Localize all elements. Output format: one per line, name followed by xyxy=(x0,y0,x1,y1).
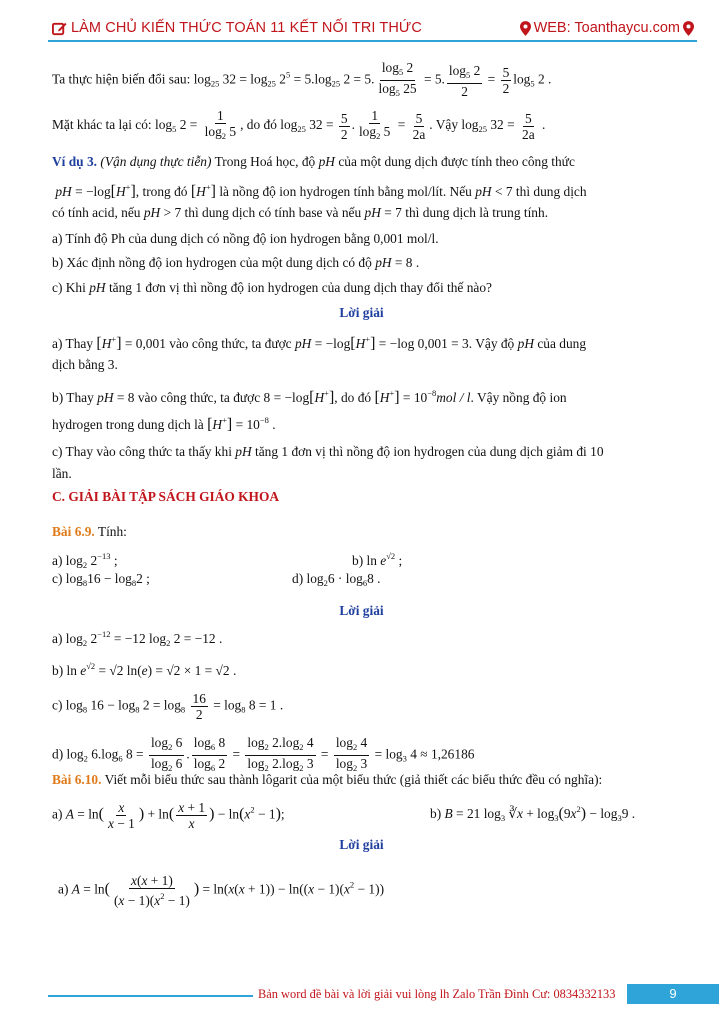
exercise-6-9-ab: a) $\log_2 2^{-13}$ ; b) $\ln e^{√2}$ ; xyxy=(52,551,403,570)
question-b: b) Xác định nồng độ ion hydrogen của một dung dịch có độ pH = 8 . xyxy=(52,255,420,270)
map-pin-icon xyxy=(520,21,531,36)
transform-line: Ta thực hiện biến đổi sau: $\log_{25} 32 = \log_{25} 2^5 = 5.\log_{25}$ 2 = 5. $\frac{\log_5 2}{\log_5 25}$ = 5. $\frac{\log_5 2}{2}$ = $\frac{5}{2}$ $\log_5 2$ . xyxy=(52,60,552,99)
example3-line2: pH = −log[H+], trong đó [H+] là nồng độ ion hydrogen tính bằng mol/lít. Nếu pH < 7 thì dung dịch xyxy=(55,182,587,200)
header-title: LÀM CHỦ KIẾN THỨC TOÁN 11 KẾT NỐI TRI THỨC xyxy=(71,20,422,36)
page-number: 9 xyxy=(627,984,719,1004)
footer-contact: Bản word đề bài và lời giải vui lòng lh Zalo Trần Đình Cư: 0834332133 xyxy=(258,987,616,1001)
header-website[interactable]: WEB: Toanthaycu.com xyxy=(533,20,680,36)
map-pin-icon xyxy=(683,21,694,36)
footer-rule xyxy=(48,995,253,997)
header-rule xyxy=(48,40,697,42)
answer-6-9-a: a) $\log_2 2^{-12} = -12$ $\log_2 2 = -12$ . xyxy=(52,629,223,648)
example3-line3: có tính acid, nếu pH > 7 thì dung dịch có tính base và nếu pH = 7 thì dung dịch là trung tính. xyxy=(52,205,549,220)
solution-a-line2: dịch bằng 3. xyxy=(52,357,118,372)
solution-b-line2: hydrogen trong dung dịch là $[H^+] = 10^{-8}$ . xyxy=(52,415,276,433)
exercise-6-10: Bài 6.10. Viết mỗi biểu thức sau thành lôgarit của một biểu thức (giả thiết các biểu thức đều có nghĩa): xyxy=(52,772,603,787)
header-right xyxy=(517,20,697,36)
solution-a-line1: a) Thay [H+] = 0,001 vào công thức, ta được pH = −log[H+] = −log 0,001 = 3. Vậy độ pH của dung xyxy=(52,334,587,352)
solution-heading: Lời giải xyxy=(339,305,384,320)
section-c-heading: C. GIẢI BÀI TẬP SÁCH GIÁO KHOA xyxy=(52,489,280,504)
exercise-6-9: Bài 6.9. Tính: xyxy=(52,524,127,539)
exercise-6-10-ab: a) A = ln( $\frac{x}{x - 1}$ ) + ln( $\frac{x + 1}{x}$ ) − $\ln(x^2 - 1)$; b) B = 21 $\log_3$ ∛x + $\log_3(9x^2) - \log_39$ . xyxy=(52,800,636,831)
answer-6-10-a: a) A = ln( $\frac{x(x + 1)}{(x - 1)(x^2 - 1)}$ ) = $\ln(x(x + 1)) - \ln((x - 1)(x^2 - 1))$ xyxy=(58,873,385,908)
solution-heading-6-10: Lời giải xyxy=(339,837,384,852)
header-left xyxy=(52,20,422,36)
answer-6-9-b: b) $\ln e^{√2} = √2$ ln(e) = √2 × 1 = √2 . xyxy=(52,661,237,678)
exercise-6-9-cd: c) $\log_816 - \log_82$ ; d) $\log_26 \cdot \log_68$ . xyxy=(52,571,381,588)
solution-b-line1: b) Thay pH = 8 vào công thức, ta được 8 = −log[H+], do đó $[H^+] = 10^{-8}mol / l$. Vậy nồng độ ion xyxy=(52,388,567,406)
answer-6-9-d: d) $\log_2 6.\log_6$ 8 = $\frac{\log_2 6}{\log_2 6}$ . $\frac{\log_6 8}{\log_6 2}$ = $\frac{\log_2 2.\log_2 4}{\log_2 2.\log_2 3}$ = $\frac{\log_2 4}{\log_2 3}$ = $\log_3 4 \approx 1,26186$ xyxy=(52,735,475,773)
other-line: Mặt khác ta lại có: $\log_5 2$ = $\frac{1}{\log_2 5}$ , do đó $\log_{25} 32$ = $\frac{5}{2}$ . $\frac{1}{\log_2 5}$ = $\frac{5}{2a}$ . Vậy $\log_{25} 32$ = $\frac{5}{2a}$ . xyxy=(52,108,546,142)
page-header xyxy=(48,14,697,44)
solution-c-line1: c) Thay vào công thức ta thấy khi pH tăng 1 đơn vị thì nồng độ ion hydrogen của dung dịch giảm đi 10 xyxy=(52,444,604,459)
answer-6-9-c: c) $\log_8 16 - \log_8 2 = \log_8$ $\frac{16}{2}$ = $\log_8 8 = 1$ . xyxy=(52,691,284,722)
edit-icon xyxy=(52,21,67,36)
question-c: c) Khi pH tăng 1 đơn vị thì nồng độ ion hydrogen của dung dịch thay đổi thế nào? xyxy=(52,280,493,295)
question-a: a) Tính độ Ph của dung dịch có nồng độ ion hydrogen bằng 0,001 mol/l. xyxy=(52,231,439,246)
page-footer xyxy=(48,984,719,1006)
solution-c-line2: lần. xyxy=(52,466,72,481)
example3-line1: Ví dụ 3. (Vận dụng thực tiễn) Trong Hoá học, độ pH của một dung dịch được tính theo công thức xyxy=(52,154,575,169)
solution-heading-6-9: Lời giải xyxy=(339,603,384,618)
